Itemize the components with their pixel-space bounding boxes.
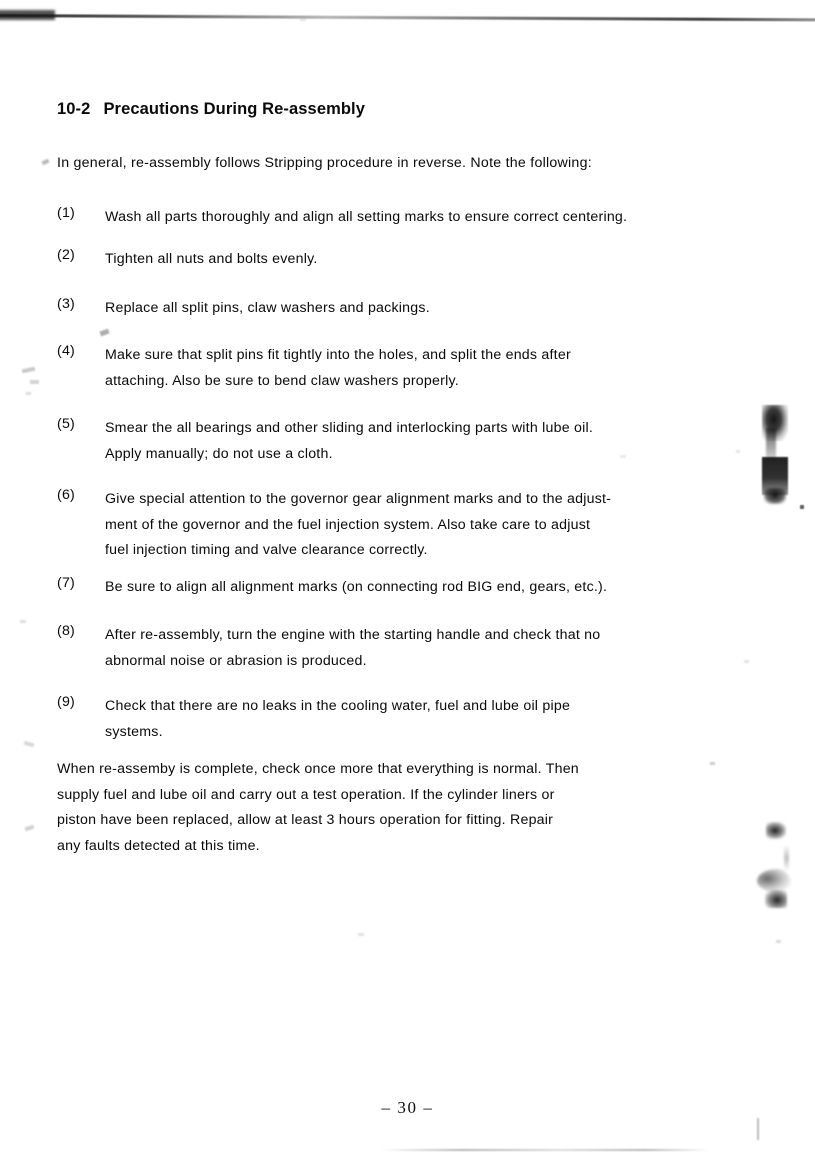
ink-smudge-right-lower-hook	[757, 869, 791, 893]
scan-fleck	[776, 940, 781, 943]
section-heading	[57, 100, 365, 119]
numbered-item	[57, 296, 757, 322]
numbered-item	[57, 575, 757, 601]
closing-text-line: piston have been replaced, allow at least 3 hours operation for fitting. Repair	[57, 812, 554, 828]
item-text-line: Apply manually; do not use a cloth.	[105, 445, 333, 462]
closing-text-line: When re-assemby is complete, check once more that everything is normal. Then	[57, 761, 579, 777]
scan-fleck	[25, 825, 35, 832]
numbered-item	[57, 416, 757, 467]
item-marker: (2)	[57, 247, 75, 263]
closing-paragraph	[57, 757, 757, 859]
scan-fleck	[26, 392, 31, 395]
ink-smudge-right-middle-blot	[764, 488, 786, 504]
scan-fleck	[41, 159, 49, 166]
item-text-line: Wash all parts thoroughly and align all setting marks to ensure correct centering.	[105, 209, 628, 225]
item-text-line: systems.	[105, 723, 163, 740]
scan-fleck	[358, 933, 364, 936]
item-text	[105, 416, 757, 467]
scan-fleck	[22, 367, 36, 374]
scan-edge-top-corner-blot	[0, 10, 55, 20]
item-text	[105, 343, 757, 394]
item-text-line: Check that there are no leaks in the cooling water, fuel and lube oil pipe	[105, 698, 571, 714]
ink-smudge-right-lower-blot	[766, 822, 786, 839]
item-marker: (6)	[57, 487, 75, 503]
item-text-line: fuel injection timing and valve clearance correctly.	[105, 542, 428, 558]
ink-smudge-right-upper-tail	[766, 428, 776, 462]
numbered-item	[57, 487, 757, 564]
numbered-item	[57, 247, 757, 273]
intro-paragraph: In general, re-assembly follows Stripping procedure in reverse. Note the following:	[57, 155, 592, 171]
item-text-line: Give special attention to the governor gear alignment marks and to the adjust-	[105, 491, 612, 507]
numbered-item	[57, 205, 757, 231]
item-text-line: Be sure to align all alignment marks (on connecting rod BIG end, gears, etc.).	[105, 579, 608, 595]
item-marker: (3)	[57, 296, 75, 312]
item-marker: (4)	[57, 343, 75, 359]
ink-smudge-right-middle	[762, 457, 788, 495]
item-text-line: Tighten all nuts and bolts evenly.	[105, 251, 318, 267]
item-marker: (9)	[57, 694, 75, 710]
item-text-line: Replace all split pins, claw washers and packings.	[105, 300, 430, 316]
item-text-line: Make sure that split pins fit tightly into the holes, and split the ends after	[105, 347, 571, 363]
item-text	[105, 296, 757, 322]
ink-smudge-right-lower-dot	[765, 890, 787, 908]
closing-text-line: any faults detected at this time.	[57, 837, 260, 854]
ink-speck-right-middle	[800, 505, 804, 509]
numbered-item	[57, 694, 757, 745]
item-text-line: attaching. Also be sure to bend claw washers properly.	[105, 372, 459, 389]
scan-edge-bottom-line	[380, 1149, 710, 1151]
item-text	[105, 205, 757, 231]
ink-smudge-right-upper	[762, 405, 788, 441]
item-marker: (7)	[57, 575, 75, 591]
scan-fleck	[30, 380, 39, 384]
item-text-line: abnormal noise or abrasion is produced.	[105, 652, 367, 669]
item-text	[105, 575, 757, 601]
item-text-line: Smear the all bearings and other sliding and interlocking parts with lube oil.	[105, 420, 593, 436]
section-title: Precautions During Re-assembly	[103, 100, 366, 118]
item-marker: (5)	[57, 416, 75, 432]
scan-fleck	[20, 620, 26, 623]
closing-text-line: supply fuel and lube oil and carry out a test operation. If the cylinder liners or	[57, 786, 555, 803]
scan-edge-top-line	[0, 14, 815, 21]
item-marker: (1)	[57, 205, 75, 221]
item-text	[105, 694, 757, 745]
item-text-line: After re-assembly, turn the engine with the starting handle and check that no	[105, 627, 601, 643]
page-number: – 30 –	[381, 1098, 434, 1117]
item-text	[105, 623, 757, 674]
item-text-line: ment of the governor and the fuel injection system. Also take care to adjust	[105, 516, 591, 533]
ink-streak-right-lower	[784, 845, 789, 871]
item-marker: (8)	[57, 623, 75, 639]
item-text	[105, 487, 757, 564]
numbered-item	[57, 343, 757, 394]
numbered-item	[57, 623, 757, 674]
scan-edge-bottom-right-tick	[757, 1118, 759, 1140]
scan-fleck	[24, 741, 35, 747]
item-text	[105, 247, 757, 273]
section-number: 10-2	[57, 100, 91, 118]
scan-fleck	[99, 329, 109, 337]
